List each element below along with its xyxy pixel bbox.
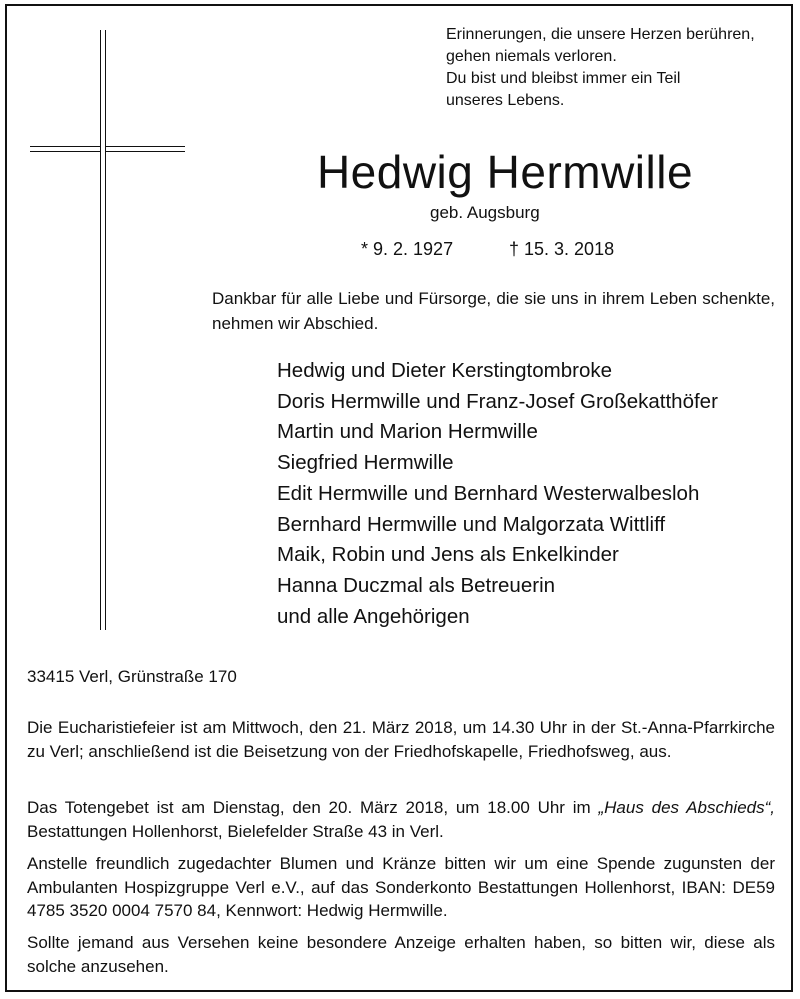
prayer-text-before: Das Totengebet ist am Dienstag, den 20. März 2018, um 18.00 Uhr im <box>27 798 599 817</box>
motto-line: Du bist und bleibst immer ein Teil <box>446 70 681 87</box>
motto-line: gehen niemals verloren. <box>446 48 617 65</box>
mourner-item: Hanna Duczmal als Betreuerin <box>277 573 556 597</box>
mourner-item: Maik, Robin und Jens als Enkelkinder <box>277 543 619 567</box>
motto-verse <box>446 24 755 112</box>
death-date: † 15. 3. 2018 <box>509 239 615 259</box>
mourner-item: Martin und Marion Hermwille <box>277 420 538 444</box>
prayer-venue: „Haus des Abschieds“, <box>598 798 775 817</box>
mourner-item: Doris Hermwille und Franz-Josef Großekatthöfer <box>277 389 718 413</box>
deceased-name: Hedwig Hermwille <box>316 146 694 198</box>
mourner-item: Bernhard Hermwille und Malgorzata Wittliff <box>277 512 666 536</box>
prayer-text-after: Bestattungen Hollenhorst, Bielefelder Straße 43 in Verl. <box>27 821 444 841</box>
family-address: 33415 Verl, Grünstraße 170 <box>27 667 237 686</box>
closing-text: Sollte jemand aus Versehen keine besondere Anzeige erhalten haben, so bitten wir, diese als solche anzusehen. <box>27 933 775 976</box>
mourner-item: Edit Hermwille und Bernhard Westerwalbesloh <box>277 481 700 505</box>
funeral-mass-text: Die Eucharistiefeier ist am Mittwoch, den 21. März 2018, um 14.30 Uhr in der St.-Anna-Pfarrkirche zu Verl; anschließend ist die Beisetzung von der Friedhofskapelle, Friedhofsweg, aus. <box>27 718 775 761</box>
motto-line: unseres Lebens. <box>446 92 565 109</box>
maiden-name: geb. Augsburg <box>430 203 540 222</box>
prayer-text <box>27 796 775 843</box>
motto-line: Erinnerungen, die unsere Herzen berühren, <box>446 26 755 43</box>
cross-icon <box>100 30 106 630</box>
mourner-item: und alle Angehörigen <box>277 604 470 628</box>
birth-date: * 9. 2. 1927 <box>361 239 454 259</box>
mourner-item: Siegfried Hermwille <box>277 451 454 475</box>
mourners-list <box>277 356 718 632</box>
donation-text: Anstelle freundlich zugedachter Blumen und Kränze bitten wir um eine Spende zugunsten der Ambulanten Hospizgruppe Verl e.V., auf das Sonderkonto Bestattungen Hollenhorst, IBAN: DE59 4785 3520 0004 7570 84, Kennwort: Hedwig Hermwille. <box>27 854 775 920</box>
mourner-item: Hedwig und Dieter Kerstingtombroke <box>277 359 612 382</box>
thanks-text: Dankbar für alle Liebe und Fürsorge, die sie uns in ihrem Leben schenkte, nehmen wir Abschied. <box>212 289 775 333</box>
